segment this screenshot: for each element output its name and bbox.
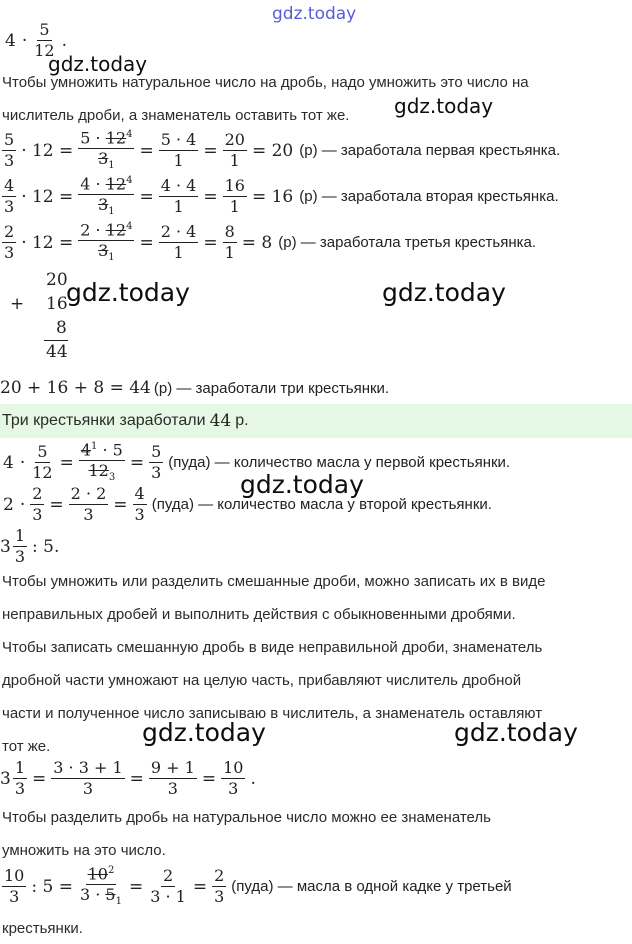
- fraction: $\frac{2 \cdot 2}{3}$: [70, 484, 107, 524]
- calc-note: (р) — заработала третья крестьянка.: [278, 234, 537, 252]
- answer-line: [2, 411, 249, 431]
- column-sum-line: [44, 340, 68, 341]
- calc-row-third: $\frac{2}{3}$ · 12 = $\frac{2 \cdot 12^4}{3_1}$ = $\frac{2 \cdot 4}{1}$ = $\frac{8}{1}$ = 8 (р) — заработала третья крестьянка.: [4, 220, 537, 264]
- fraction: $\frac{4 \cdot 12^4}{3_1}$: [80, 174, 133, 218]
- fraction: $\frac{1}{3}$: [14, 758, 26, 798]
- butter-second-row: 2 · $\frac{2}{3}$ = $\frac{2 \cdot 2}{3}$ = $\frac{4}{3}$ (пуда) — количество масла у второй крестьянки.: [3, 484, 492, 524]
- fraction: $\frac{2}{3}$: [32, 484, 43, 524]
- fraction: $\frac{3 \cdot 3 + 1}{3}$: [53, 758, 123, 798]
- math-number: 4: [5, 30, 16, 51]
- fraction: $\frac{5}{3}$: [151, 442, 162, 483]
- calc-row-second: $\frac{4}{3}$ · 12 = $\frac{4 \cdot 12^4}{3_1}$ = $\frac{4 \cdot 4}{1}$ = $\frac{16}{1}$ = 16 (р) — заработала вторая крестьянка.: [4, 174, 559, 218]
- fraction: $\frac{2 \cdot 4}{1}$: [160, 222, 197, 263]
- watermark: gdz.today: [66, 278, 190, 307]
- column-addend: 8: [56, 318, 67, 338]
- final-row: $\frac{10}{3}$ : 5 = $\frac{10^2}{3 \cdot 5_1}$ = $\frac{2}{3 \cdot 1}$ = $\frac{2}{3}$ (пуда) — масла в одной кадке у третьей: [4, 864, 512, 908]
- rule-text-line: Чтобы разделить дробь на натуральное число можно ее знаменатель: [2, 809, 491, 826]
- math-operator: ·: [21, 30, 28, 51]
- convert-row: 3 $\frac{1}{3}$ = $\frac{3 \cdot 3 + 1}{3}$ = $\frac{9 + 1}{3}$ = $\frac{10}{3}$ .: [0, 758, 256, 798]
- fraction: $\frac{1}{3}$: [14, 526, 26, 566]
- calc-note: (р) — заработала вторая крестьянка.: [299, 188, 559, 206]
- math-result: = 20: [251, 140, 294, 161]
- fraction: $\frac{5}{12}$: [34, 20, 55, 60]
- fraction: $\frac{4^1 \cdot 5}{12_3}$: [80, 440, 123, 484]
- fraction: $\frac{10}{3}$: [4, 866, 25, 907]
- answer-unit: р.: [235, 412, 249, 429]
- rule-text-line: числитель дроби, а знаменатель оставить тот же.: [2, 107, 350, 124]
- rule-text-line: неправильных дробей и выполнить действия с обыкновенными дробями.: [2, 606, 516, 623]
- watermark-top: gdz.today: [272, 4, 357, 24]
- fraction: $\frac{2 \cdot 12^4}{3_1}$: [80, 220, 133, 264]
- watermark: gdz.today: [48, 52, 148, 76]
- fraction: $\frac{2}{3 \cdot 1}$: [150, 866, 186, 907]
- rule-text-line: Чтобы умножить натуральное число на дробь, надо умножить это число на: [2, 74, 529, 91]
- calc-row-first: $\frac{5}{3}$ · 12 = $\frac{5 \cdot 12^4}{3_1}$ = $\frac{5 \cdot 4}{1}$ = $\frac{20}{1}$ = 20 (р) — заработала первая крестьянка.: [4, 128, 561, 172]
- math-period: .: [61, 30, 67, 51]
- watermark: gdz.today: [240, 470, 364, 499]
- fraction: $\frac{5}{12}$: [32, 442, 53, 483]
- watermark: gdz.today: [394, 94, 494, 118]
- watermark: gdz.today: [454, 718, 578, 747]
- column-addend: 20: [46, 270, 68, 290]
- mixed-number-expression: 3 $\frac{1}{3}$ : 5.: [0, 526, 60, 566]
- fraction: $\frac{4}{3}$: [4, 176, 15, 217]
- rule-text-line: дробной части умножают на целую часть, прибавляют числитель дробной: [2, 672, 522, 689]
- final-note: (пуда) — масла в одной кадке у третьей: [231, 878, 512, 896]
- column-addend: 16: [46, 294, 68, 314]
- fraction: $\frac{2}{3}$: [214, 866, 225, 907]
- butter-note: (пуда) — количество масла у второй крестьянки.: [151, 496, 492, 513]
- rule-text-line: Чтобы записать смешанную дробь в виде неправильной дроби, знаменатель: [2, 639, 543, 656]
- column-plus-sign: +: [10, 294, 25, 314]
- answer-number: 44: [209, 411, 232, 431]
- fraction: $\frac{2}{3}$: [4, 222, 15, 263]
- rule-text-line: тот же.: [2, 738, 51, 755]
- fraction: $\frac{16}{1}$: [224, 176, 245, 217]
- butter-note: (пуда) — количество масла у первой крестьянки.: [168, 454, 511, 472]
- fraction: $\frac{9 + 1}{3}$: [150, 758, 195, 798]
- fraction: $\frac{5}{3}$: [4, 130, 15, 171]
- butter-first-row: 4 · $\frac{5}{12}$ = $\frac{4^1 \cdot 5}{12_3}$ = $\frac{5}{3}$ (пуда) — количество масла у первой крестьянки.: [3, 440, 511, 484]
- sum-note: (р) — заработали три крестьянки.: [153, 379, 390, 397]
- fraction: $\frac{4}{3}$: [134, 484, 145, 524]
- sum-expression: 20 + 16 + 8 = 44: [0, 378, 151, 398]
- sum-line: [0, 378, 389, 398]
- math-result: = 8: [241, 232, 273, 253]
- math-op: · 12 =: [21, 186, 74, 207]
- math-op: · 12 =: [21, 232, 74, 253]
- math-result: = 16: [251, 186, 294, 207]
- watermark: gdz.today: [382, 278, 506, 307]
- fraction: $\frac{5 \cdot 12^4}{3_1}$: [80, 128, 133, 172]
- fraction: $\frac{8}{1}$: [224, 222, 235, 263]
- fraction: $\frac{5 \cdot 4}{1}$: [160, 130, 197, 171]
- answer-text: Три крестьянки заработали: [2, 412, 206, 429]
- rule-text-line: части и полученное число записываю в числитель, а знаменатель оставляют: [2, 705, 543, 722]
- column-sum: 44: [46, 342, 68, 362]
- rule-text-line: умножить на это число.: [2, 842, 166, 859]
- fraction: $\frac{20}{1}$: [224, 130, 245, 171]
- fraction: $\frac{10}{3}$: [223, 758, 244, 798]
- rule-text-line: Чтобы умножить или разделить смешанные дроби, можно записать их в виде: [2, 573, 546, 590]
- calc-note: (р) — заработала первая крестьянка.: [299, 142, 561, 160]
- final-note-continued: крестьянки.: [2, 920, 83, 937]
- fraction: $\frac{10^2}{3 \cdot 5_1}$: [79, 864, 122, 908]
- watermark: gdz.today: [142, 718, 266, 747]
- math-op: · 12 =: [21, 140, 74, 161]
- fraction: $\frac{4 \cdot 4}{1}$: [160, 176, 197, 217]
